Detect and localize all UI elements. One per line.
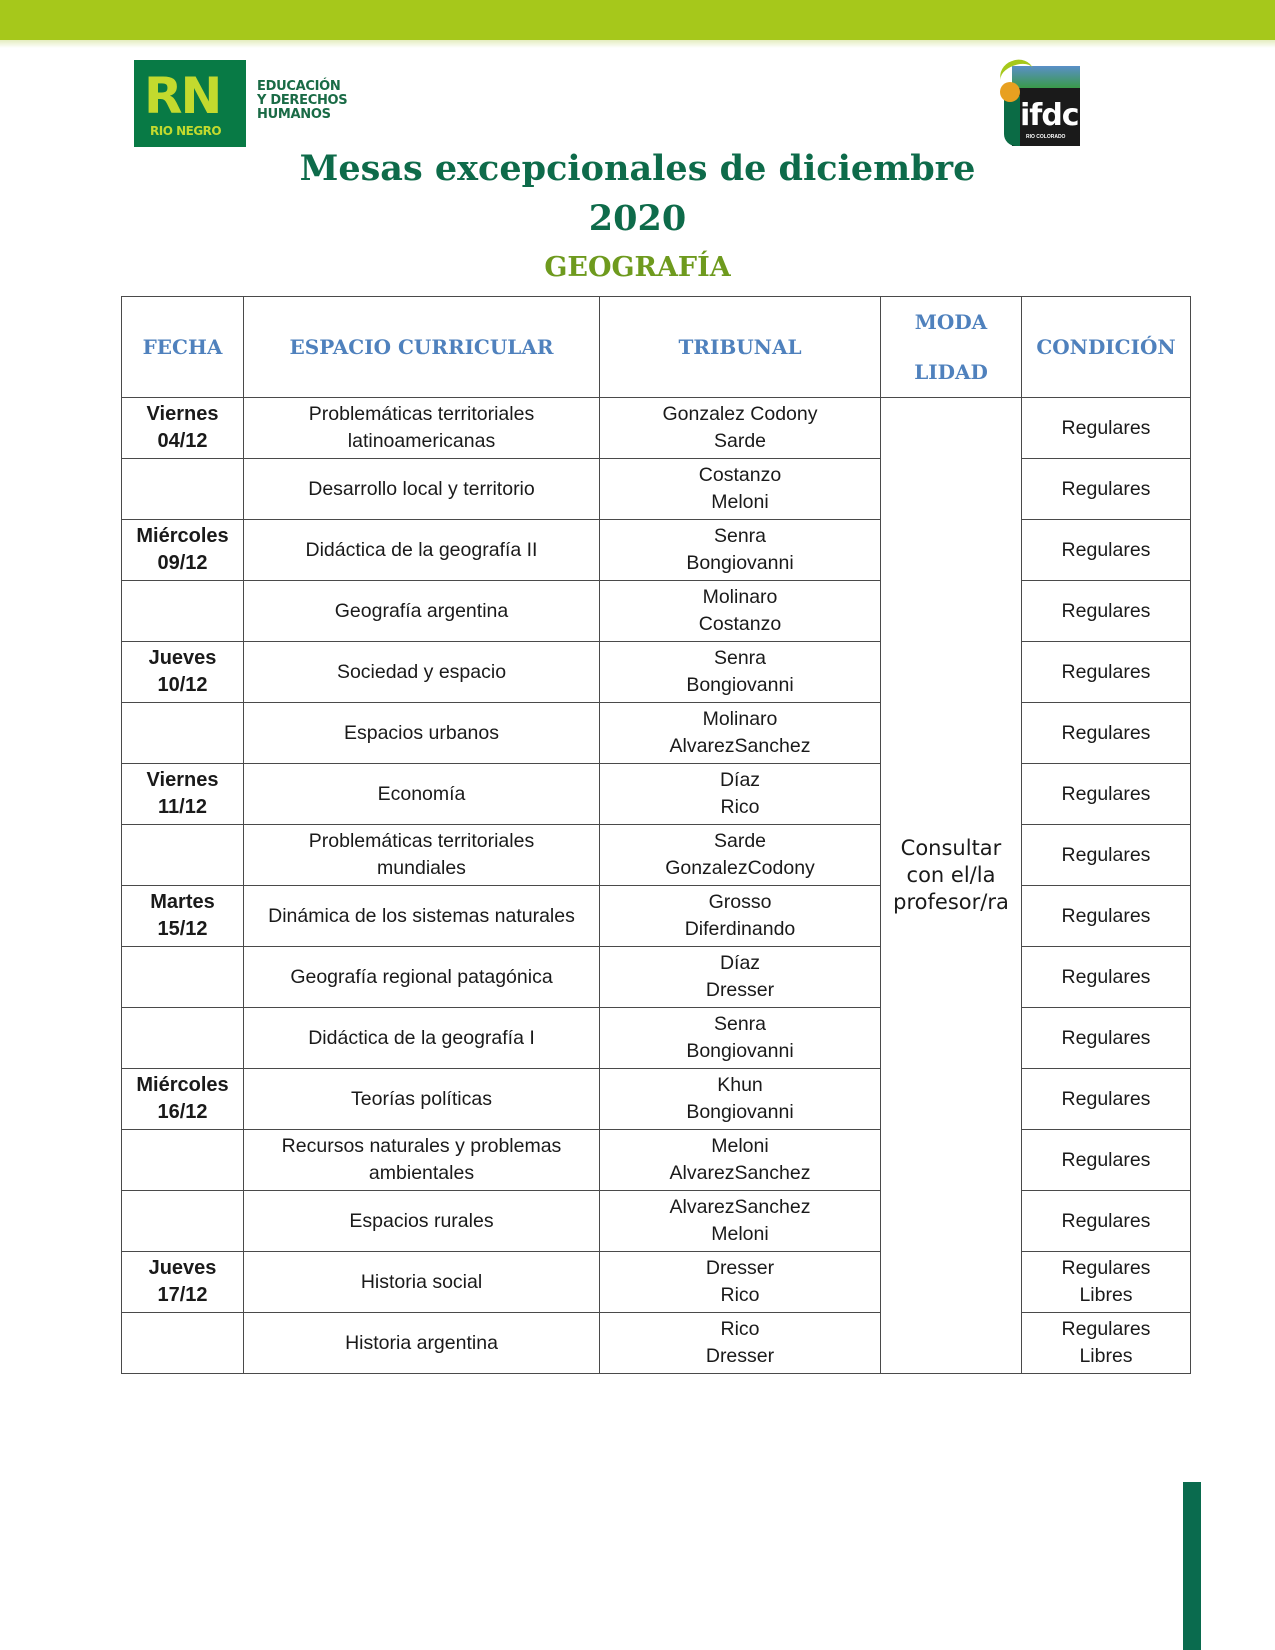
espacio-cell (244, 1252, 600, 1313)
tribunal-cell-line: Senra (713, 1013, 767, 1035)
tribunal-cell (600, 1008, 881, 1069)
condicion-cell-line: Regulares (1061, 1148, 1151, 1171)
tribunal-cell-line: Rico (720, 1318, 760, 1340)
tribunal-cell-line: Meloni (711, 1135, 769, 1157)
page-title-year: 2020 (588, 198, 687, 239)
espacio-cell (244, 581, 600, 642)
condicion-cell-line: Regulares (1061, 721, 1151, 744)
tribunal-cell (600, 459, 881, 520)
condicion-cell-line: Regulares (1061, 599, 1151, 622)
tribunal-cell (600, 1130, 881, 1191)
rio-negro-logo-sub: RIO NEGRO (150, 124, 222, 138)
fecha-cell-line: 17/12 (157, 1284, 208, 1306)
side-accent-bar (1183, 1482, 1201, 1650)
tribunal-cell-line: Meloni (711, 1223, 769, 1245)
fecha-cell (122, 947, 244, 1008)
fecha-cell-line: 04/12 (157, 430, 208, 452)
tribunal-cell-line: GonzalezCodony (665, 857, 815, 879)
exam-schedule-table (121, 296, 1191, 1374)
header-espacio-curricular: ESPACIO CURRICULAR (244, 297, 600, 398)
top-accent-fade (0, 40, 1275, 48)
header-modalidad-line: LIDAD (914, 360, 988, 384)
espacio-cell (244, 1008, 600, 1069)
tribunal-cell (600, 764, 881, 825)
fecha-cell-line: Martes (150, 891, 215, 913)
espacio-cell-line: Problemáticas territoriales (308, 830, 535, 852)
tribunal-cell (600, 398, 881, 459)
header-modalidad (881, 297, 1022, 398)
table-row (122, 886, 1191, 947)
fecha-cell-line: Jueves (148, 647, 217, 669)
tribunal-cell (600, 947, 881, 1008)
tribunal-cell-line: Sarde (713, 830, 767, 852)
espacio-cell (244, 1313, 600, 1374)
fecha-cell-line: 15/12 (157, 918, 208, 940)
espacio-cell (244, 703, 600, 764)
tribunal-cell (600, 1252, 881, 1313)
condicion-cell-line: Regulares (1061, 1257, 1151, 1279)
fecha-cell (122, 764, 244, 825)
espacio-cell-line: Economía (377, 782, 466, 805)
fecha-cell-line: 10/12 (157, 674, 208, 696)
tribunal-cell (600, 581, 881, 642)
fecha-cell (122, 581, 244, 642)
tribunal-cell-line: Dresser (705, 979, 775, 1001)
tribunal-cell-line: Bongiovanni (686, 1101, 794, 1123)
table-row (122, 581, 1191, 642)
table-row (122, 1008, 1191, 1069)
espacio-cell-line: Problemáticas territoriales (308, 403, 535, 425)
header-modalidad-line: MODA (914, 310, 988, 334)
condicion-cell-line: Regulares (1061, 416, 1151, 439)
espacio-cell-line: Dinámica de los sistemas naturales (268, 904, 575, 927)
table-row (122, 459, 1191, 520)
fecha-cell-line: 09/12 (157, 552, 208, 574)
condicion-cell (1022, 703, 1191, 764)
condicion-cell (1022, 642, 1191, 703)
ifdc-logo-sub: RIO COLORADO (1026, 134, 1066, 140)
ministry-name-line: Y DERECHOS (257, 93, 348, 108)
condicion-cell (1022, 886, 1191, 947)
ifdc-logo-dot (1000, 82, 1020, 102)
espacio-cell-line: Geografía regional patagónica (290, 965, 553, 988)
fecha-cell (122, 886, 244, 947)
espacio-cell-line: Teorías políticas (351, 1087, 492, 1110)
condicion-cell-line: Libres (1079, 1284, 1133, 1306)
modalidad-cell-line: Consultar (900, 836, 1002, 860)
tribunal-cell-line: AlvarezSanchez (669, 735, 811, 757)
fecha-cell-line: Viernes (146, 769, 219, 791)
espacio-cell (244, 947, 600, 1008)
fecha-cell (122, 825, 244, 886)
espacio-cell-line: Espacios urbanos (343, 721, 499, 744)
condicion-cell-line: Regulares (1061, 965, 1151, 988)
tribunal-cell-line: Bongiovanni (686, 674, 794, 696)
espacio-cell-line: Espacios rurales (349, 1209, 494, 1232)
espacio-cell-line: ambientales (368, 1162, 475, 1184)
table-row (122, 1069, 1191, 1130)
ifdc-logo-mark: ifdc (1020, 98, 1079, 133)
table-header-row (122, 297, 1191, 398)
table-row (122, 703, 1191, 764)
condicion-cell-line: Libres (1079, 1345, 1133, 1367)
fecha-cell (122, 1313, 244, 1374)
condicion-cell (1022, 1008, 1191, 1069)
espacio-cell-line: Desarrollo local y territorio (308, 477, 535, 500)
fecha-cell (122, 1252, 244, 1313)
condicion-cell-line: Regulares (1061, 1209, 1151, 1232)
condicion-cell (1022, 1191, 1191, 1252)
condicion-cell-line: Regulares (1061, 782, 1151, 805)
ministry-name-line: HUMANOS (257, 107, 331, 122)
espacio-cell (244, 825, 600, 886)
table-row (122, 825, 1191, 886)
table-row (122, 642, 1191, 703)
ministry-name (257, 80, 347, 122)
espacio-cell-line: Didáctica de la geografía II (305, 538, 538, 561)
espacio-cell-line: Recursos naturales y problemas (281, 1135, 562, 1157)
espacio-cell-line: Geografía argentina (334, 599, 509, 622)
espacio-cell-line: Historia argentina (345, 1331, 498, 1354)
header-condicion: CONDICIÓN (1022, 297, 1191, 398)
tribunal-cell (600, 1191, 881, 1252)
condicion-cell (1022, 1313, 1191, 1374)
page-title: Mesas excepcionales de diciembre (299, 148, 976, 189)
espacio-cell (244, 1130, 600, 1191)
tribunal-cell (600, 642, 881, 703)
espacio-cell-line: Didáctica de la geografía I (308, 1026, 535, 1049)
fecha-cell-line: 11/12 (158, 796, 207, 818)
condicion-cell (1022, 398, 1191, 459)
header-fecha: FECHA (122, 297, 244, 398)
condicion-cell-line: Regulares (1061, 660, 1151, 683)
tribunal-cell-line: Costanzo (698, 613, 782, 635)
tribunal-cell-line: Diferdinando (684, 918, 796, 940)
condicion-cell (1022, 1069, 1191, 1130)
tribunal-cell-line: Molinaro (702, 586, 778, 608)
espacio-cell-line: Historia social (360, 1270, 483, 1293)
ministry-name-line: EDUCACIÓN (257, 79, 341, 94)
condicion-cell (1022, 1252, 1191, 1313)
tribunal-cell-line: Grosso (708, 891, 772, 913)
fecha-cell-line: Miércoles (136, 525, 229, 547)
ifdc-logo-stem (1004, 96, 1020, 146)
espacio-cell-line: Sociedad y espacio (336, 660, 507, 683)
table-row (122, 1191, 1191, 1252)
table-row (122, 1313, 1191, 1374)
condicion-cell (1022, 459, 1191, 520)
condicion-cell (1022, 1130, 1191, 1191)
tribunal-cell (600, 825, 881, 886)
tribunal-cell-line: Sarde (713, 430, 767, 452)
table-row (122, 398, 1191, 459)
espacio-cell (244, 764, 600, 825)
table-row (122, 1130, 1191, 1191)
fecha-cell (122, 459, 244, 520)
tribunal-cell-line: Bongiovanni (686, 552, 794, 574)
tribunal-cell-line: Rico (720, 1284, 760, 1306)
rio-negro-logo (134, 60, 246, 147)
espacio-cell-line: latinoamericanas (347, 430, 496, 452)
tribunal-cell (600, 1313, 881, 1374)
tribunal-cell-line: Díaz (719, 769, 761, 791)
fecha-cell (122, 1130, 244, 1191)
header-tribunal: TRIBUNAL (600, 297, 881, 398)
condicion-cell-line: Regulares (1061, 904, 1151, 927)
fecha-cell (122, 1191, 244, 1252)
condicion-cell-line: Regulares (1061, 477, 1151, 500)
tribunal-cell-line: Díaz (719, 952, 761, 974)
fecha-cell (122, 642, 244, 703)
condicion-cell-line: Regulares (1061, 1087, 1151, 1110)
rio-negro-logo-mark: RN (144, 67, 221, 125)
tribunal-cell-line: AlvarezSanchez (669, 1196, 811, 1218)
condicion-cell (1022, 947, 1191, 1008)
espacio-cell (244, 642, 600, 703)
fecha-cell (122, 520, 244, 581)
espacio-cell (244, 520, 600, 581)
tribunal-cell-line: AlvarezSanchez (669, 1162, 811, 1184)
tribunal-cell-line: Meloni (711, 491, 769, 513)
fecha-cell-line: Miércoles (136, 1074, 229, 1096)
tribunal-cell-line: Bongiovanni (686, 1040, 794, 1062)
espacio-cell (244, 459, 600, 520)
espacio-cell (244, 398, 600, 459)
tribunal-cell (600, 520, 881, 581)
table-row (122, 947, 1191, 1008)
fecha-cell (122, 1069, 244, 1130)
modalidad-cell (881, 398, 1022, 1374)
espacio-cell (244, 1191, 600, 1252)
espacio-cell-line: mundiales (377, 857, 466, 879)
tribunal-cell (600, 703, 881, 764)
tribunal-cell-line: Costanzo (698, 464, 782, 486)
fecha-cell-line: 16/12 (157, 1101, 208, 1123)
condicion-cell-line: Regulares (1061, 538, 1151, 561)
condicion-cell-line: Regulares (1061, 1026, 1151, 1049)
table-row (122, 520, 1191, 581)
tribunal-cell-line: Gonzalez Codony (662, 403, 818, 425)
fecha-cell (122, 398, 244, 459)
espacio-cell (244, 1069, 600, 1130)
tribunal-cell-line: Molinaro (702, 708, 778, 730)
modalidad-cell-line: con el/la (906, 863, 996, 887)
top-accent-bar (0, 0, 1275, 40)
tribunal-cell-line: Senra (713, 647, 767, 669)
table-row (122, 764, 1191, 825)
modalidad-cell-line: profesor/ra (893, 890, 1009, 914)
tribunal-cell-line: Rico (720, 796, 760, 818)
tribunal-cell-line: Dresser (705, 1345, 775, 1367)
fecha-cell (122, 1008, 244, 1069)
fecha-cell (122, 703, 244, 764)
condicion-cell (1022, 581, 1191, 642)
condicion-cell (1022, 520, 1191, 581)
condicion-cell-line: Regulares (1061, 843, 1151, 866)
tribunal-cell (600, 886, 881, 947)
fecha-cell-line: Viernes (146, 403, 219, 425)
ifdc-logo (990, 52, 1090, 148)
tribunal-cell-line: Senra (713, 525, 767, 547)
espacio-cell (244, 886, 600, 947)
tribunal-cell (600, 1069, 881, 1130)
table-row (122, 1252, 1191, 1313)
condicion-cell (1022, 764, 1191, 825)
page-subtitle: GEOGRAFÍA (544, 252, 731, 283)
condicion-cell (1022, 825, 1191, 886)
tribunal-cell-line: Khun (717, 1074, 763, 1096)
fecha-cell-line: Jueves (148, 1257, 217, 1279)
condicion-cell-line: Regulares (1061, 1318, 1151, 1340)
tribunal-cell-line: Dresser (705, 1257, 775, 1279)
